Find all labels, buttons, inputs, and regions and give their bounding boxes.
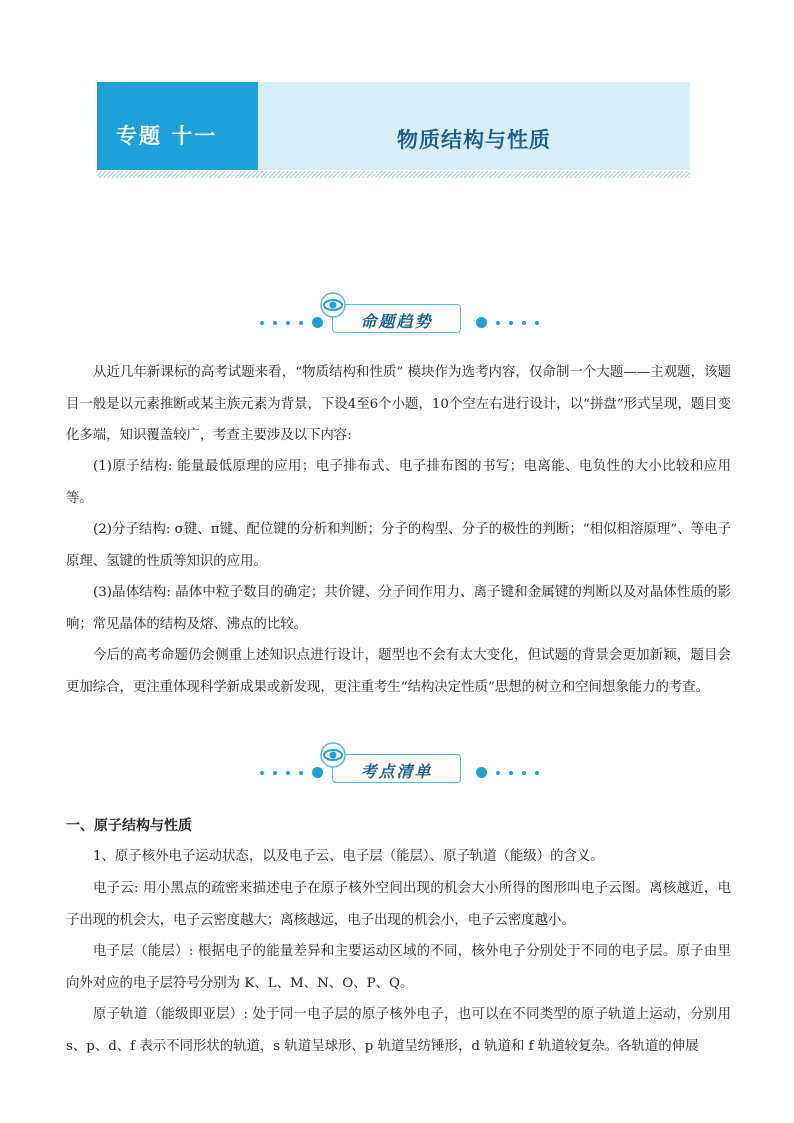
header-banner xyxy=(97,82,690,170)
trend-paragraph-outlook: 今后的高考命题仍会侧重上述知识点进行设计，题型也不会有太大变化，但试题的背景会更加新颖，题目会更加综合，更注重体现科学新成果或新发现，更注重考生“结构决定性质”思想的树立和空间想象能力的考查。 xyxy=(66,648,731,695)
decorative-dots-left xyxy=(260,767,323,778)
decorative-dots-right xyxy=(476,767,539,778)
trend-paragraph-crystal: (3)晶体结构: 晶体中粒子数目的确定；共价键、分子间作用力、离子键和金属键的判断以及对晶体性质的影响；常见晶体的结构及熔、沸点的比较。 xyxy=(66,585,731,632)
section-title: 考点清单 xyxy=(360,762,433,781)
trend-paragraph-molecular: (2)分子结构: σ键、π键、配位键的分析和判断；分子的构型、分子的极性的判断；“相似相溶原理”、等电子原理、氢键的性质等知识的应用。 xyxy=(66,522,731,569)
trend-paragraph-intro: 从近几年新课标的高考试题来看，“物质结构和性质” 模块作为选考内容，仅命制一个大题——主观题，该题目一般是以元素推断或某主族元素为背景，下设4至6个小题，10个空左右进行设计，以“拼盘”形式呈现，题目变化多端，知识覆盖较广，考查主要涉及以下内容: xyxy=(66,365,731,443)
section-title-box xyxy=(332,304,461,333)
page-title: 物质结构与性质 xyxy=(397,128,551,152)
checklist-paragraph-orbital: 原子轨道（能级即亚层）: 处于同一电子层的原子核外电子，也可以在不同类型的原子轨道上运动，分别用 s、p、d、f 表示不同形状的轨道，s 轨道呈球形、p 轨道呈纺锤形，d 轨道和 f 轨道较复杂。各轨道的伸展 xyxy=(66,1007,731,1054)
decorative-dots-left xyxy=(260,317,323,328)
section-heading-atomic-structure: 一、原子结构与性质 xyxy=(66,818,192,834)
trend-paragraph-atomic: (1)原子结构: 能量最低原理的应用；电子排布式、电子排布图的书写；电离能、电负性的大小比较和应用等。 xyxy=(66,459,731,506)
section-badge-trend xyxy=(0,292,794,338)
checklist-paragraph-1: 1、原子核外电子运动状态，以及电子云、电子层（能层）、原子轨道（能级）的含义。 xyxy=(93,849,604,864)
checklist-paragraph-electron-shell: 电子层（能层）: 根据电子的能量差异和主要运动区域的不同，核外电子分别处于不同的电子层。原子由里向外对应的电子层符号分别为 K、L、M、N、O、P、Q。 xyxy=(66,944,731,991)
eye-icon xyxy=(318,292,348,318)
banner-divider xyxy=(97,171,690,178)
decorative-dots-right xyxy=(476,317,539,328)
topic-number-label: 专题 十一 xyxy=(116,124,218,148)
topic-number-block xyxy=(97,82,258,170)
checklist-paragraph-electron-cloud: 电子云: 用小黑点的疏密来描述电子在原子核外空间出现的机会大小所得的图形叫电子云图。离核越近，电子出现的机会大，电子云密度越大；离核越远，电子出现的机会小，电子云密度越小。 xyxy=(66,881,731,928)
eye-icon xyxy=(318,742,348,768)
section-badge-checklist xyxy=(0,742,794,788)
section-title-box xyxy=(332,754,461,783)
section-title: 命题趋势 xyxy=(360,312,433,331)
